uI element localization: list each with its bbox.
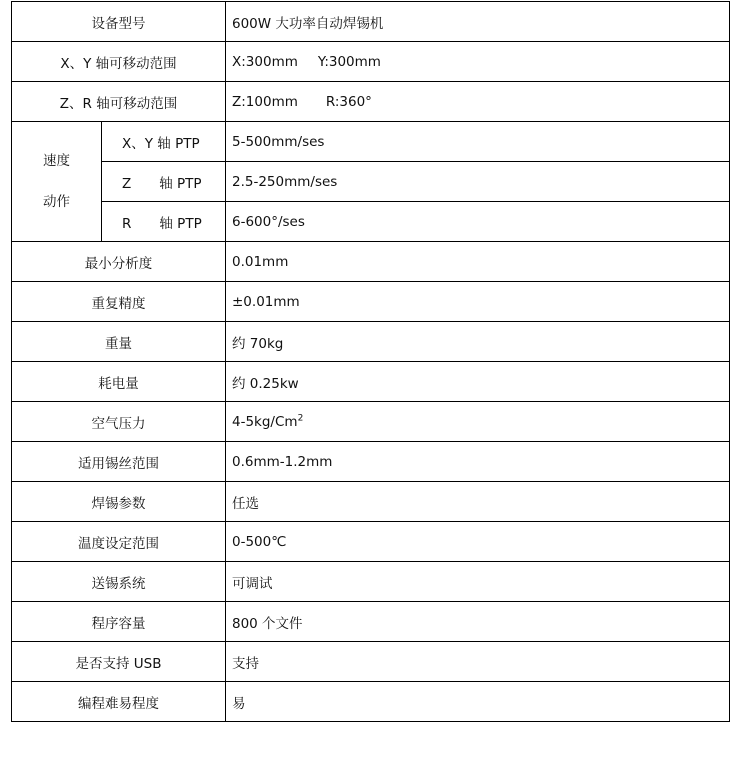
speed-axis-label [102, 162, 226, 202]
spec-label: 焊锡参数 [12, 482, 226, 522]
x-range-value: X:300mm [232, 53, 298, 70]
table-row [12, 562, 730, 602]
spec-label: 空气压力 [12, 402, 226, 442]
speed-axis-label: X、Y 轴 PTP [102, 122, 226, 162]
spec-label: 温度设定范围 [12, 522, 226, 562]
table-row [12, 2, 730, 42]
spec-value: 约 70kg [226, 322, 730, 362]
r-range-value: R:360° [325, 93, 372, 110]
table-row [12, 242, 730, 282]
table-row [12, 282, 730, 322]
axis-suffix: 轴 PTP [159, 215, 202, 232]
table-row [12, 442, 730, 482]
axis-suffix: 轴 PTP [159, 175, 202, 192]
spec-value: 约 0.25kw [226, 362, 730, 402]
spec-label: 程序容量 [12, 602, 226, 642]
spec-value: 0-500℃ [226, 522, 730, 562]
spec-label: 重复精度 [12, 282, 226, 322]
table-row [12, 482, 730, 522]
spec-value [226, 82, 730, 122]
spec-label: 耗电量 [12, 362, 226, 402]
axis-name: R [122, 215, 132, 232]
spec-value: 0.6mm-1.2mm [226, 442, 730, 482]
spec-label: 重量 [12, 322, 226, 362]
table-row [12, 642, 730, 682]
speed-group-line2: 动作 [43, 194, 70, 210]
air-pressure-value: 4-5kg/Cm [232, 413, 298, 430]
spec-value [226, 402, 730, 442]
table-row [12, 602, 730, 642]
superscript: 2 [297, 413, 304, 423]
spec-value: 任选 [226, 482, 730, 522]
table-row [12, 522, 730, 562]
spec-value: 2.5-250mm/ses [226, 162, 730, 202]
spec-value: 800 个文件 [226, 602, 730, 642]
speed-group-label [12, 122, 102, 242]
spec-label: X、Y 轴可移动范围 [12, 42, 226, 82]
z-range-value: Z:100mm [232, 93, 298, 110]
table-row [12, 682, 730, 722]
spec-label: 是否支持 USB [12, 642, 226, 682]
spec-label: 适用锡丝范围 [12, 442, 226, 482]
table-row [12, 162, 730, 202]
table-row [12, 122, 730, 162]
table-row [12, 402, 730, 442]
axis-name: Z [122, 175, 132, 192]
spec-label: 编程难易程度 [12, 682, 226, 722]
spec-value [226, 42, 730, 82]
spec-table [11, 1, 730, 722]
spec-value: 可调试 [226, 562, 730, 602]
table-row [12, 362, 730, 402]
spec-label: Z、R 轴可移动范围 [12, 82, 226, 122]
spec-value: 600W 大功率自动焊锡机 [226, 2, 730, 42]
table-row [12, 322, 730, 362]
spec-label: 设备型号 [12, 2, 226, 42]
spec-value: 易 [226, 682, 730, 722]
speed-axis-label [102, 202, 226, 242]
speed-group-line1: 速度 [43, 153, 70, 169]
spec-value: ±0.01mm [226, 282, 730, 322]
spec-value: 0.01mm [226, 242, 730, 282]
spec-value: 6-600°/ses [226, 202, 730, 242]
y-range-value: Y:300mm [317, 53, 381, 70]
spec-value: 5-500mm/ses [226, 122, 730, 162]
table-row [12, 202, 730, 242]
table-row [12, 42, 730, 82]
spec-label: 送锡系统 [12, 562, 226, 602]
spec-value: 支持 [226, 642, 730, 682]
spec-label: 最小分析度 [12, 242, 226, 282]
table-row [12, 82, 730, 122]
